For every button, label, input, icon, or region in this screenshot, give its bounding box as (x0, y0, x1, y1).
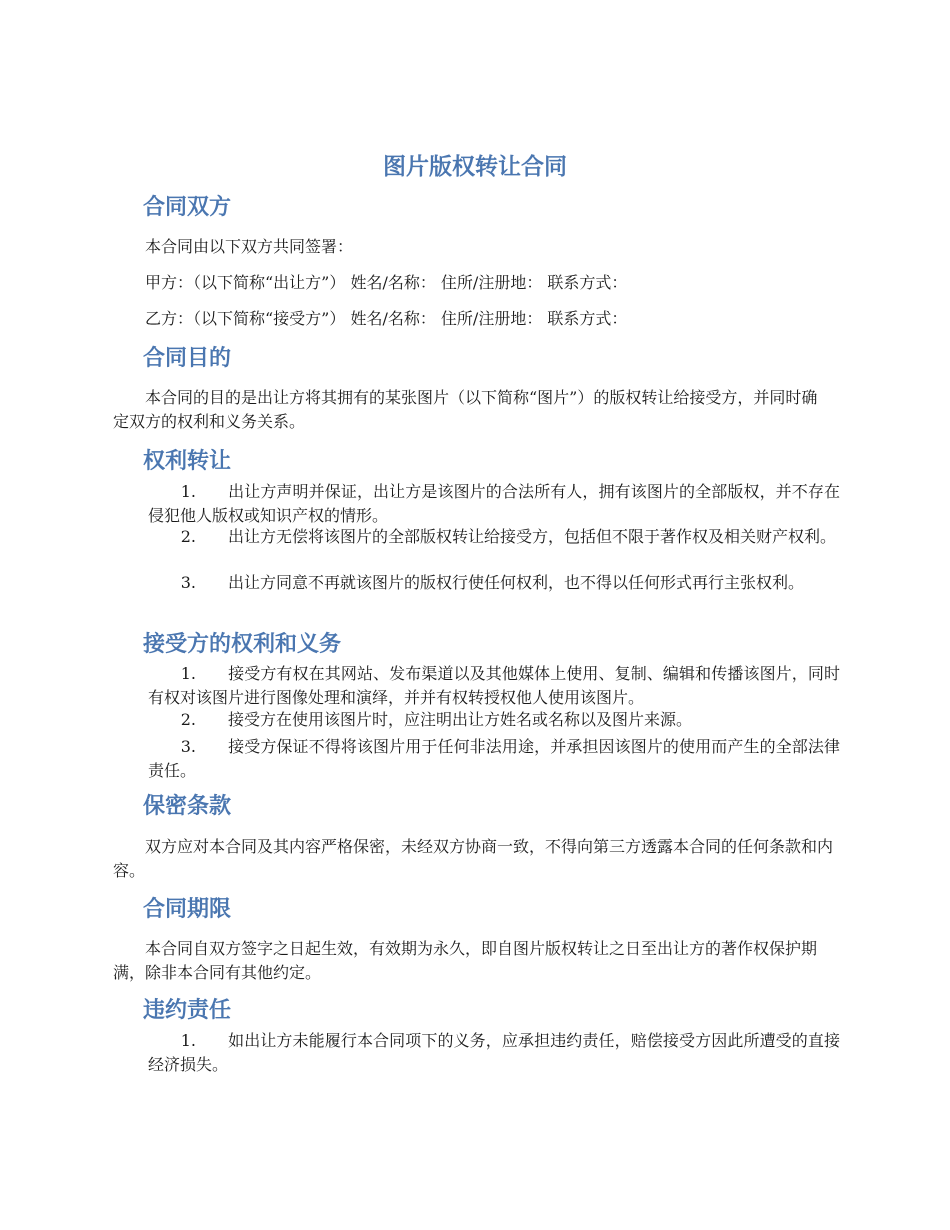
list-number: 1. (180, 1031, 196, 1050)
party-a-line: 甲方：（以下简称“出让方”） 姓名/名称： 住所/注册地： 联系方式： (145, 273, 628, 292)
list-text: 出让方无偿将该图片的全部版权转让给接受方，包括但不限于著作权及相关财产权利。 (228, 527, 837, 546)
heading-rights-transfer: 权利转让 (143, 449, 232, 474)
list-text: 接受方有权在其网站、发布渠道以及其他媒体上使用、复制、编辑和传播该图片，同时有权对该图片进行图像处理和演绎，并并有权转授权他人使用该图片。 (148, 664, 840, 707)
list-item (148, 525, 840, 549)
list-number: 2. (180, 710, 196, 729)
list-number: 1. (180, 664, 196, 683)
term-paragraph: 本合同自双方签字之日起生效，有效期为永久，即自图片版权转让之日至出让方的著作权保护期满，除非本合同有其他约定。 (113, 939, 818, 982)
heading-liability: 违约责任 (143, 998, 232, 1023)
list-number: 1. (180, 482, 196, 501)
list-item (148, 1029, 840, 1077)
parties-intro: 本合同由以下双方共同签署： (145, 237, 354, 256)
list-text: 出让方声明并保证，出让方是该图片的合法所有人，拥有该图片的全部版权，并不存在侵犯他人版权或知识产权的情形。 (148, 482, 840, 525)
list-number: 2. (180, 527, 196, 546)
heading-confidentiality: 保密条款 (143, 794, 232, 819)
document-title: 图片版权转让合同 (383, 154, 567, 180)
list-item (148, 480, 840, 528)
purpose-paragraph: 本合同的目的是出让方将其拥有的某张图片（以下简称“图片”）的版权转让给接受方，并同时确定双方的权利和义务关系。 (113, 388, 818, 431)
list-number: 3. (180, 737, 196, 756)
list-item (148, 708, 840, 732)
list-number: 3. (180, 573, 196, 592)
heading-parties: 合同双方 (143, 195, 232, 220)
heading-recipient-rights: 接受方的权利和义务 (143, 632, 342, 657)
confidentiality-paragraph: 双方应对本合同及其内容严格保密，未经双方协商一致，不得向第三方透露本合同的任何条款和内容。 (113, 837, 834, 880)
list-text: 接受方保证不得将该图片用于任何非法用途，并承担因该图片的使用而产生的全部法律责任。 (148, 737, 840, 780)
list-item (148, 662, 840, 710)
list-item (148, 571, 840, 595)
list-text: 接受方在使用该图片时，应注明出让方姓名或名称以及图片来源。 (228, 710, 693, 729)
heading-purpose: 合同目的 (143, 346, 232, 371)
list-text: 出让方同意不再就该图片的版权行使任何权利，也不得以任何形式再行主张权利。 (228, 573, 805, 592)
list-text: 如出让方未能履行本合同项下的义务，应承担违约责任，赔偿接受方因此所遭受的直接经济损失。 (148, 1031, 840, 1074)
party-b-line: 乙方：（以下简称“接受方”） 姓名/名称： 住所/注册地： 联系方式： (145, 309, 628, 328)
list-item (148, 735, 840, 783)
heading-term: 合同期限 (143, 897, 232, 922)
